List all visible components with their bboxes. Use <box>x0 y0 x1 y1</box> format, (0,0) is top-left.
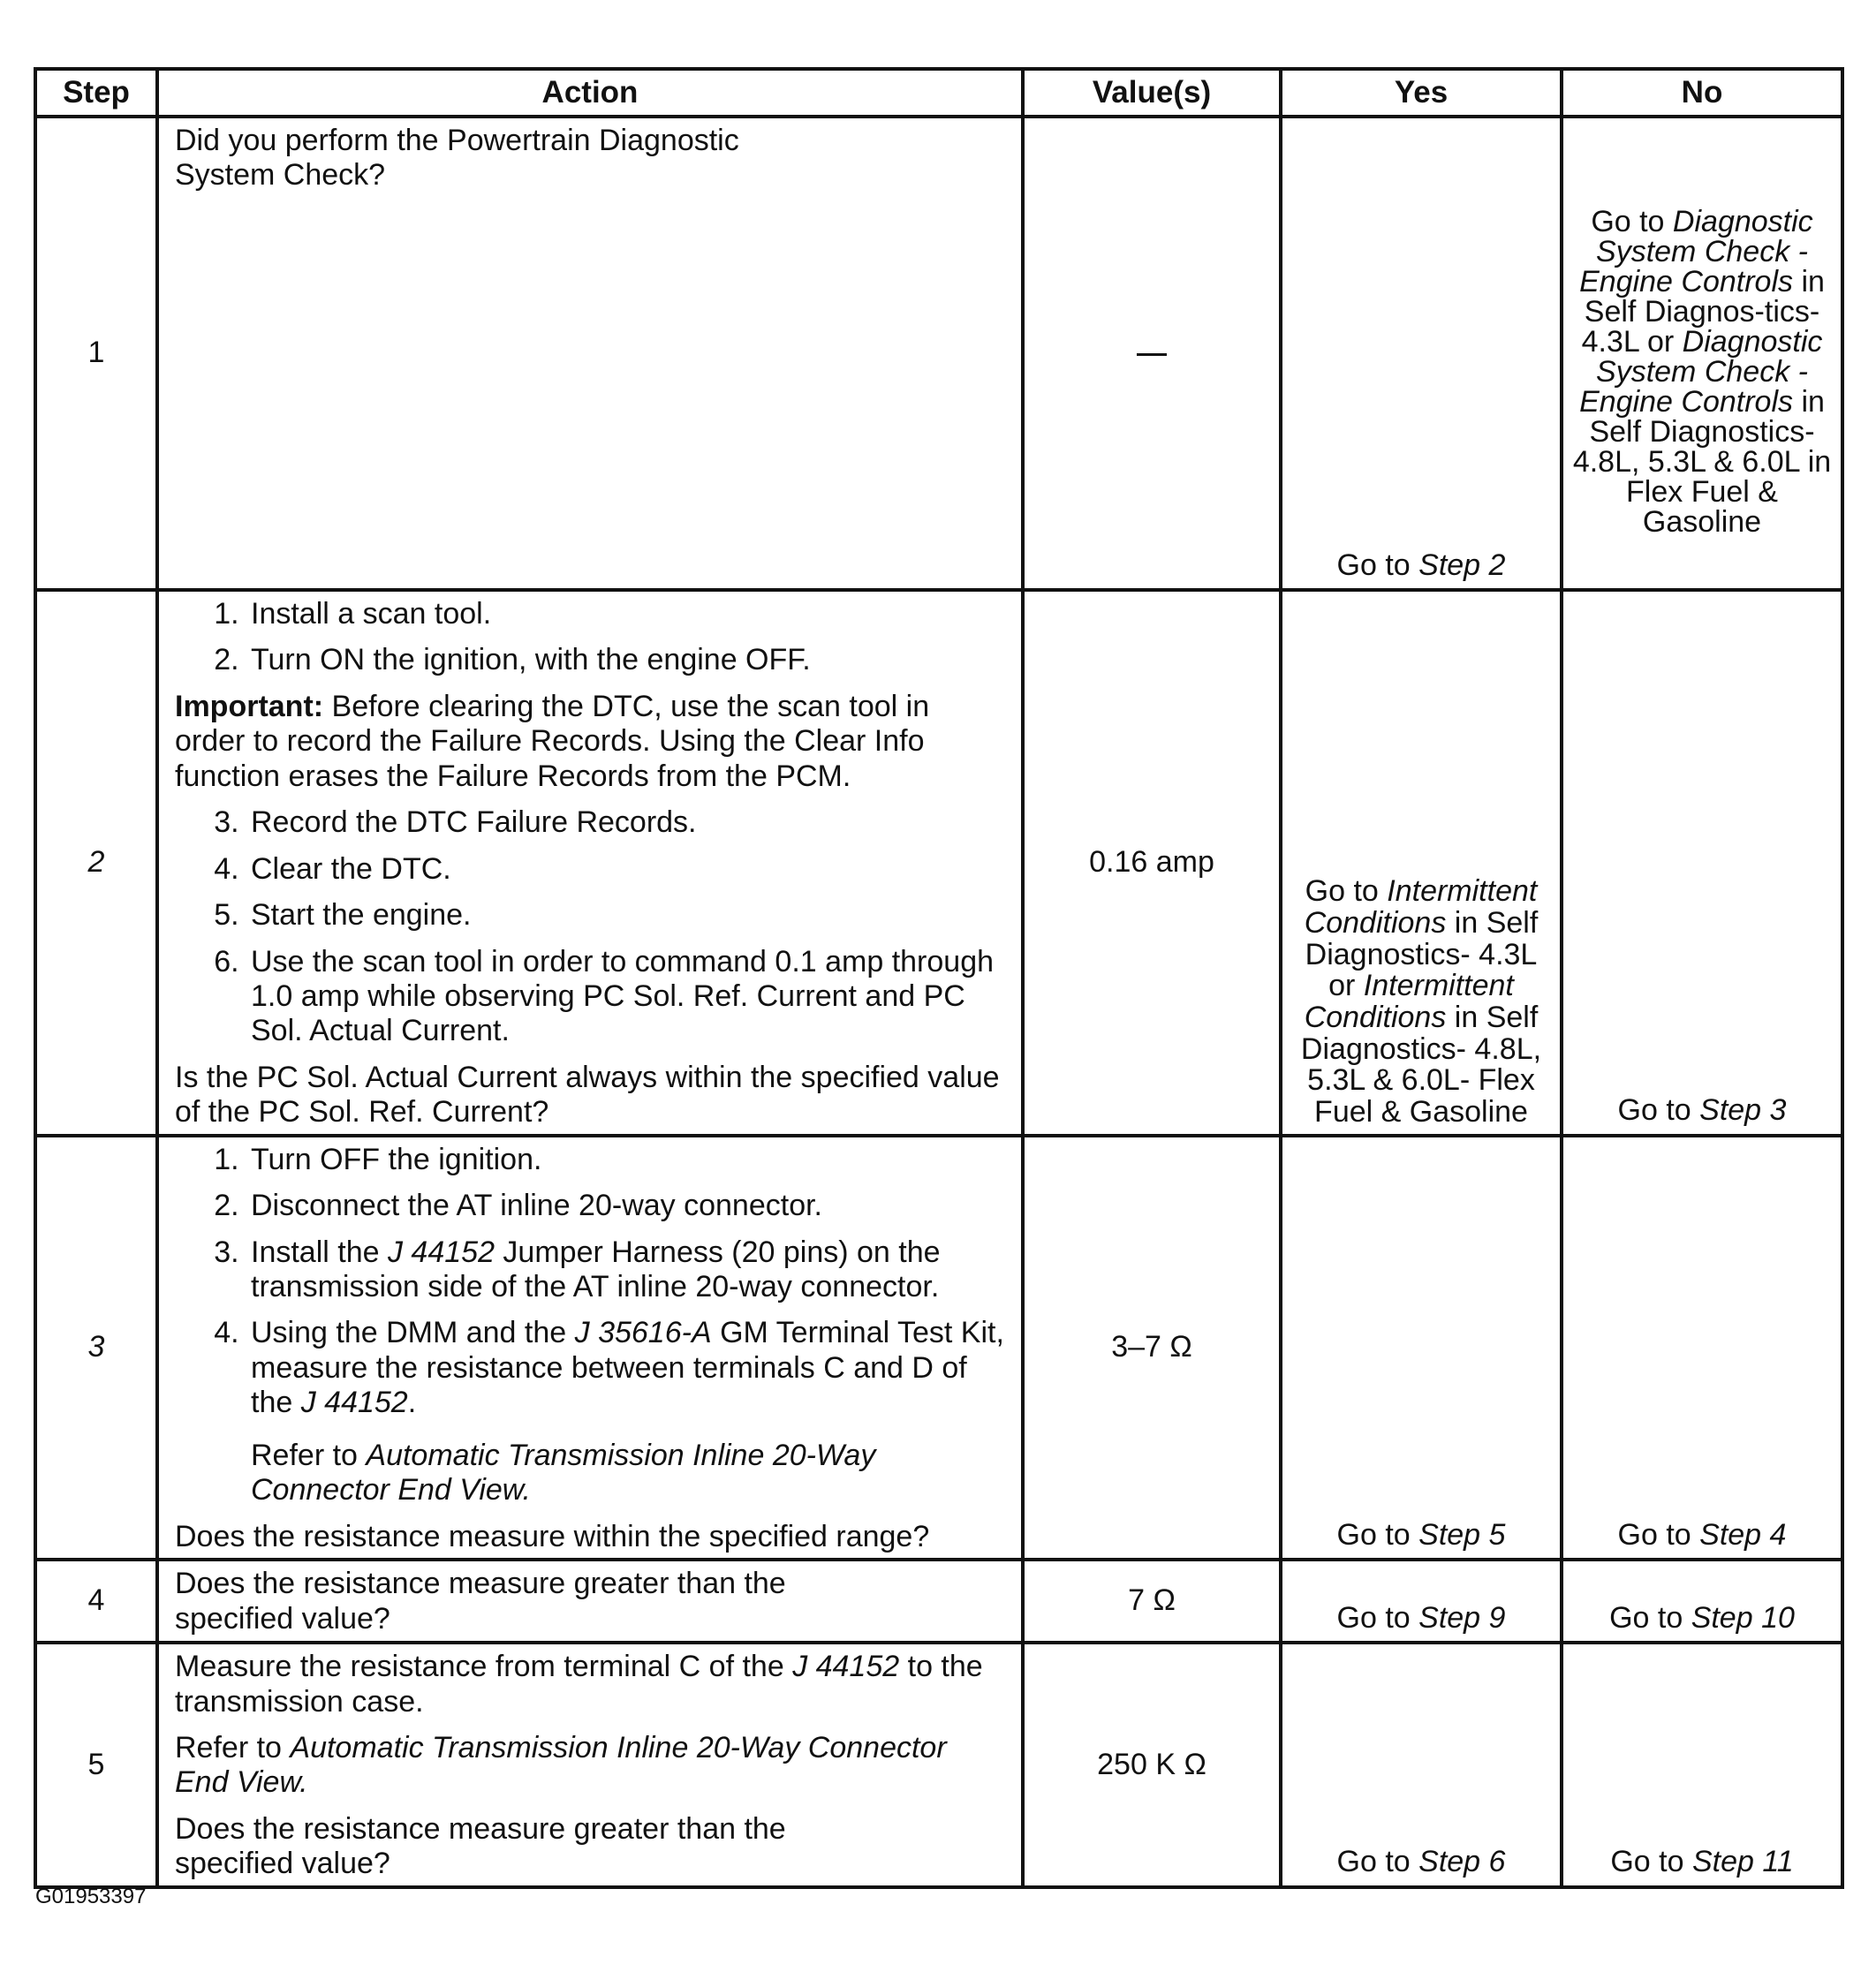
header-step: Step <box>35 69 157 117</box>
no-prefix: Go to <box>1617 1093 1700 1128</box>
no-link-1[interactable]: Diagnostic System Check - Engine Controls <box>1579 205 1813 298</box>
yes-prefix: Go to <box>1336 1845 1419 1879</box>
no-prefix: Go to <box>1610 1845 1692 1879</box>
list-item: 2. Turn ON the ignition, with the engine OFF. <box>247 643 1007 677</box>
table-row <box>35 1560 1842 1643</box>
header-no: No <box>1562 69 1842 117</box>
tool-ref: J 35616-A <box>574 1316 712 1350</box>
table-row <box>35 117 1842 590</box>
list-item: 1. Turn OFF the ignition. <box>247 1143 1007 1177</box>
important-label: Important: <box>175 689 324 723</box>
value-cell: 250 K Ω <box>1023 1643 1281 1887</box>
value-cell: 0.16 amp <box>1023 590 1281 1136</box>
yes-prefix: Go to <box>1336 1517 1419 1552</box>
step-number: 3 <box>35 1136 157 1560</box>
action-question: Does the resistance measure within the specified range? <box>175 1519 930 1553</box>
yes-link[interactable]: Step 2 <box>1418 548 1506 582</box>
value-cell: 7 Ω <box>1023 1560 1281 1643</box>
yes-link-2[interactable]: Intermittent Conditions <box>1304 969 1514 1034</box>
yes-text-3: in Self Diagnostics- 4.8L, 5.3L & 6.0L- Flex Fuel & Gasoline <box>1300 1000 1542 1129</box>
header-values: Value(s) <box>1023 69 1281 117</box>
no-cell <box>1562 1560 1842 1643</box>
value-cell <box>1023 117 1281 590</box>
item-text: Measure the resistance from terminal C of the <box>175 1650 793 1684</box>
item-text: Jumper Harness (20 pins) on the transmission side of the AT inline 20-way connector. <box>251 1235 941 1303</box>
yes-link-1[interactable]: Intermittent Conditions <box>1304 874 1538 940</box>
yes-text-2: in Self Diagnostics- 4.3L or <box>1305 905 1539 1003</box>
value-cell: 3–7 Ω <box>1023 1136 1281 1560</box>
header-yes: Yes <box>1281 69 1562 117</box>
refer-link[interactable]: Automatic Transmission Inline 20-Way Connector End View <box>251 1438 876 1507</box>
no-text-1: Go to <box>1591 205 1673 238</box>
no-link-2[interactable]: Diagnostic System Check -Engine Controls <box>1579 325 1823 419</box>
no-link[interactable]: Step 4 <box>1699 1517 1787 1552</box>
refer-prefix: Refer to <box>175 1730 291 1764</box>
yes-link[interactable]: Step 5 <box>1418 1517 1506 1552</box>
item-text: GM Terminal Test Kit, measure the resistance between terminals C and D of the <box>251 1316 1004 1420</box>
yes-cell <box>1281 1136 1562 1560</box>
action-cell <box>157 117 1023 590</box>
step-number: 4 <box>35 1560 157 1643</box>
action-question: Did you perform the Powertrain Diagnostic System Check? <box>175 124 739 193</box>
list-item: 4. Clear the DTC. <box>247 852 1007 887</box>
yes-prefix: Go to <box>1336 1600 1419 1635</box>
action-cell <box>157 590 1023 1136</box>
no-cell <box>1562 1643 1842 1887</box>
step-number: 2 <box>35 590 157 1136</box>
tool-ref: J 44152 <box>300 1386 408 1420</box>
refer-link[interactable]: Automatic Transmission Inline 20-Way Connector End View <box>175 1730 947 1800</box>
list-item: 3. Record the DTC Failure Records. <box>247 805 1007 840</box>
refer-suffix: . <box>522 1473 531 1507</box>
list-item: 6. Use the scan tool in order to command 0.1 amp through 1.0 amp while observing PC Sol. Ref. Current and PC Sol. Actual Current. <box>247 945 1007 1049</box>
action-list <box>175 805 1007 1049</box>
list-item <box>247 1316 1007 1507</box>
action-cell <box>157 1643 1023 1887</box>
action-question: Does the resistance measure greater than the specified value? <box>175 1567 786 1636</box>
list-item: 2. Disconnect the AT inline 20-way connector. <box>247 1189 1007 1223</box>
step-number: 5 <box>35 1643 157 1887</box>
list-item: 5. Start the engine. <box>247 898 1007 933</box>
no-link[interactable]: Step 10 <box>1691 1600 1795 1635</box>
diagnostic-table <box>34 67 1844 1889</box>
no-cell <box>1562 117 1842 590</box>
action-question: Is the PC Sol. Actual Current always within the specified value of the PC Sol. Ref. Current? <box>175 1060 1000 1130</box>
no-link[interactable]: Step 11 <box>1691 1845 1794 1879</box>
item-text: Using the DMM and the <box>251 1316 575 1350</box>
action-list <box>175 1143 1007 1508</box>
yes-cell <box>1281 1643 1562 1887</box>
no-cell <box>1562 1136 1842 1560</box>
action-cell <box>157 1136 1023 1560</box>
yes-prefix: Go to <box>1336 548 1419 582</box>
header-row <box>35 69 1842 117</box>
important-note <box>175 690 1007 794</box>
table-row <box>35 1643 1842 1887</box>
action-question: Does the resistance measure greater than the specified value? <box>175 1811 786 1881</box>
action-list <box>175 597 1007 678</box>
tool-ref: J 44152 <box>387 1235 495 1269</box>
yes-cell <box>1281 590 1562 1136</box>
no-prefix: Go to <box>1609 1600 1691 1635</box>
list-item <box>247 1235 1007 1305</box>
refer-suffix: . <box>299 1765 308 1800</box>
header-action: Action <box>157 69 1023 117</box>
yes-text-1: Go to <box>1305 874 1388 909</box>
refer-note <box>175 1731 1007 1801</box>
no-cell <box>1562 590 1842 1136</box>
step-number: 1 <box>35 117 157 590</box>
tool-ref: J 44152 <box>792 1650 900 1684</box>
important-text: Before clearing the DTC, use the scan tool in order to record the Failure Records. Using the Clear Info function erases the Failure Records from the PCM. <box>175 689 930 793</box>
item-text: Install the <box>251 1235 388 1269</box>
action-cell <box>157 1560 1023 1643</box>
item-text: . <box>407 1386 417 1420</box>
no-text-2: in Self Diagnos-tics- 4.3L or <box>1581 265 1825 359</box>
yes-link[interactable]: Step 9 <box>1418 1600 1506 1635</box>
value-dash <box>1137 353 1167 356</box>
yes-link[interactable]: Step 6 <box>1418 1845 1506 1879</box>
yes-cell <box>1281 117 1562 590</box>
refer-note <box>251 1439 1007 1508</box>
no-text-3: in Self Diagnostics-4.8L, 5.3L & 6.0L in Flex Fuel & Gasoline <box>1572 385 1832 539</box>
figure-id: G01953397 <box>35 1885 147 1908</box>
action-text <box>175 1650 1007 1719</box>
no-link[interactable]: Step 3 <box>1699 1093 1787 1128</box>
list-item: 1. Install a scan tool. <box>247 597 1007 631</box>
refer-prefix: Refer to <box>251 1438 367 1472</box>
table-row <box>35 590 1842 1136</box>
no-prefix: Go to <box>1617 1517 1700 1552</box>
table-row <box>35 1136 1842 1560</box>
item-text: to the transmission case. <box>175 1650 983 1719</box>
yes-cell <box>1281 1560 1562 1643</box>
